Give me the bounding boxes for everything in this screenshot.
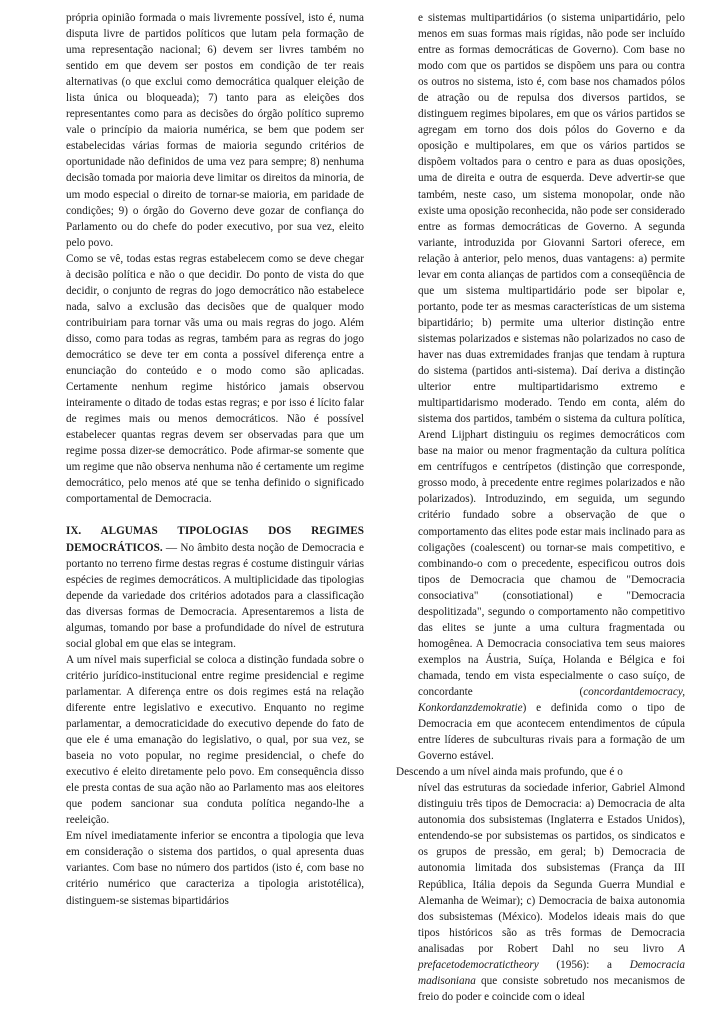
right-column	[396, 10, 685, 1005]
section-heading: IX. ALGUMAS TIPOLOGIAS DOS REGIMES DEMOCRÁTICOS.	[66, 525, 364, 554]
paragraph: A um nível mais superficial se coloca a distinção fundada sobre o critério jurídico-institucional entre regime presidencial e regime parlamentar. A diferença entre os dois regimes está na relação diferente entre legislativo e executivo. Enquanto no regime parlamentar, a democraticidade do executivo depende do fato de que ele é uma emanação do legislativo, o qual, por sua vez, se baseia no voto popular, no regime presidencial, o chefe do executivo é eleito diretamente pelo povo. Em consequência disso ele presta contas de sua ação não ao Parlamento mas aos eleitores que podem sancionar sua conduta política negando-lhe a reeleição.	[66, 653, 364, 827]
left-column	[66, 10, 364, 909]
text-run: nível das estruturas da sociedade inferior, Gabriel Almond distinguiu três tipos de Democracia: a) Democracia de alta autonomia dos subsistemas (Inglaterra e Estados Unidos), entendendo-se por subsistemas os partidos, os sindicatos e os grupos de pressão, em geral; b) Democracia de autonomia limitada dos subsistemas (França da III República, Itália depois da Segunda Guerra Mundial e Alemanha de Weimar); c) Democracia de baixa autonomia dos subsistemas (México). Modelos ideais mais do que tipos históricos são as três formas de Democracia analisadas por Robert Dahl no seu livro	[418, 782, 685, 955]
italic-term: concordantdemocracy, Konkordanzdemokratie	[418, 685, 685, 715]
italic-term: Democracia madisoniana	[418, 958, 685, 987]
section-text: — No âmbito desta noção de Democracia e portanto no terreno firme destas regras é costume distinguir várias espécies de regimes democráticos. A multiplicidade das tipologias depende da variedade dos critérios adotados para a classificação das diversas formas de Democracia. Apresentaremos a lista de algumas, tomando por base a profundidade do nível de estrutura social global em que elas se integram.	[66, 541, 364, 650]
text-run: e sistemas multipartidários (o sistema unipartidário, pelo menos em suas formas mais rígidas, não pode ser incluído entre as formas democráticas de Governo). Com base no modo com que os partidos se dispõem uns para ou contra os outros no sistema, isto é, com base nos chamados pólos de atração ou de repulsa dos diversos partidos, se distinguem regimes bipolares, em que os vários partidos se agregam em torno dos dois pólos do Governo e da oposição e multipolares, em que os vários partidos se dispõem voltados para o centro e para as duas oposições, uma de direita e outra de esquerda. Deve advertir-se que também, neste caso, um sistema monopolar, onde não existe uma oposição reconhecida, não pode ser considerado entre as formas democráticas de Governo. A segunda variante, introduzida por Giovanni Sartori oferece, em relação à anterior, pelo menos, duas vantagens: a) permite levar em conta alianças de partidos com a conseqüência de que um sistema multipartidário pode ser bipolar e, portanto, pode ter as mesmas características de um sistema bipartidário; b) permite uma ulterior distinção entre sistemas polarizados e sistemas não polarizados no caso de haver nas duas extremidades franjas que tendam à ruptura do sistema (partidos anti-sistema). Daí deriva a distinção ulterior entre multipartidarismo extremo e multipartidarismo moderado. Tendo em conta, além do sistema dos partidos, também o sistema da cultura política, Arend Lijphart distinguiu os regimes democráticos com base na maior ou menor fragmentação da cultura política em centrífugos e centrípetos (distinção que corresponde, grosso modo, à precedente entre regimes polarizados e não polarizados). Introduzindo, em seguida, um segundo critério fundado sobre a observação de que o comportamento das elites pode estar mais inclinado para as coligações (coalescent) ou tornar-se mais competitivo, e combinando-o com o precedente, especificou outros dois tipos de Democracia que chamou de "Democracia consociativa" (consotiational) e "Democracia despolitizada", segundo o comportamento não competitivo das elites se junte a uma cultura fragmentada ou homogênea. A Democracia consociativa tem seus maiores exemplos na Áustria, Suíça, Holanda e Bélgica e foi chamada, tendo em vista especialmente o caso suíço, de concordante (	[418, 12, 685, 698]
book-title: A prefacetodemocratictheory	[418, 942, 685, 971]
paragraph-lead: Descendo a um nível ainda mais profundo, que é o	[396, 766, 623, 779]
text-run: ) e definida como o tipo de Democracia em que acontecem entendimentos de cúpula entre líderes de subculturas rivais para a formação de um Governo estável.	[418, 702, 685, 763]
paragraph	[418, 10, 685, 764]
text-run: que consiste sobretudo nos mecanismos de freio do poder e coincide com o ideal	[418, 974, 685, 1003]
section-paragraph	[66, 523, 364, 651]
paragraph: própria opinião formada o mais livremente possível, isto é, numa disputa livre de partidos políticos que lutam pela formação de uma representação nacional; 6) devem ser livres também no sentido em que devem ser postos em condição de ter reais alternativas (o que exclui como democrática qualquer eleição de lista única ou bloqueada); 7) tanto para as eleições dos representantes como para as decisões do órgão político supremo vale o princípio da maioria numérica, se bem que podem ser estabelecidas várias formas de maioria segundo critérios de oportunidade não definidos de uma vez para sempre; 8) nenhuma decisão tomada por maioria deve limitar os direitos da minoria, de um modo especial o direito de tornar-se maioria, em paridade de condições; 9) o órgão do Governo deve gozar de confiança do Parlamento ou do chefe do poder executivo, por sua vez, eleito pelo povo.	[66, 12, 364, 249]
paragraph: Em nível imediatamente inferior se encontra a tipologia que leva em consideração o sistema dos partidos, o qual apresenta duas variantes. Com base no número dos partidos (isto é, com base no critério numérico que caracteriza a tipologia aristotélica), distinguem-se sistemas bipartidários	[66, 830, 364, 907]
text-run: (1956): a	[538, 958, 630, 971]
paragraph	[418, 780, 685, 1005]
paragraph: Como se vê, todas estas regras estabelecem como se deve chegar à decisão política e não o que decidir. Do ponto de vista do que decidir, o conjunto de regras do jogo democrático não estabelece nada, salvo a exclusão das decisões que de qualquer modo contribuiriam para tornar vãs uma ou mais regras do jogo. Além disso, como para todas as regras, também para as regras do jogo democrático se deve ter em conta a possível diferença entre a enunciação do conteúdo e o modo como são aplicadas. Certamente nenhum regime histórico jamais observou inteiramente o ditado de todas estas regras; e por isso é lícito falar de regimes mais ou menos democráticos. Não é possível estabelecer quantas regras devem ser observadas para que um regime possa dizer-se democrático. Pode afirmar-se somente que um regime que não observa nenhuma não é certamente um regime democrático, pelo menos até que se tenha definido o significado comportamental de Democracia.	[66, 252, 364, 506]
